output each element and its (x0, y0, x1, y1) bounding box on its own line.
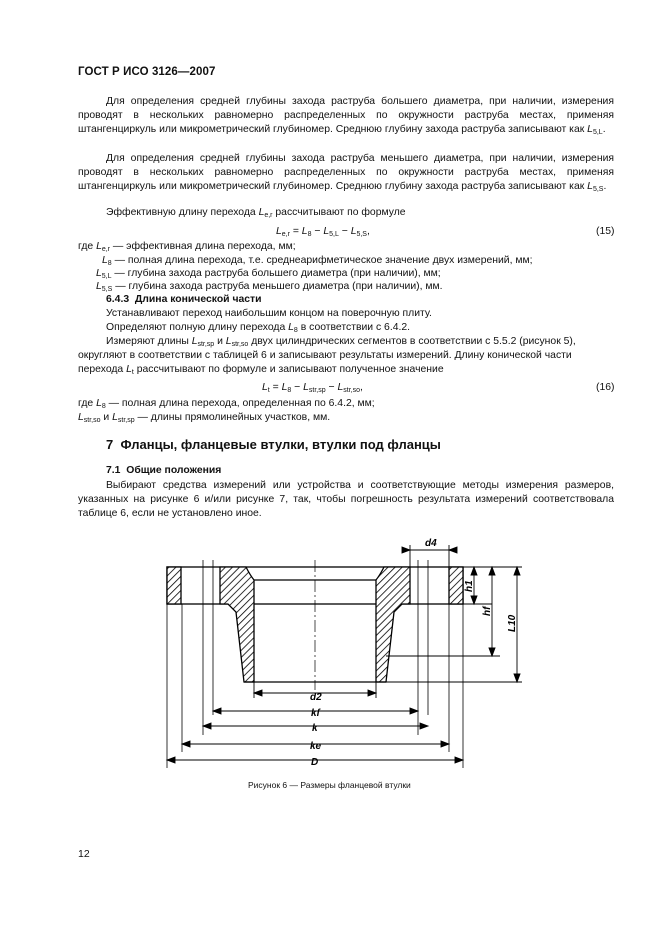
label-h1: h1 (464, 580, 475, 592)
equation-16: $L_t = L_8 - L_{str,sp} - L_{str,so}$, (262, 382, 363, 394)
hub-wall-left (220, 567, 254, 682)
paragraph-full-length: Определяют полную длину перехода $L_8$ в соответствии с 6.4.2. (106, 322, 411, 334)
label-D: D (311, 757, 319, 768)
page-number: 12 (78, 848, 90, 860)
flange-end-right (449, 567, 463, 604)
section-7-1-heading: 7.1 Общие положения (106, 465, 222, 476)
section-7-heading: 7 Фланцы, фланцевые втулки, втулки под фланцы (106, 437, 441, 452)
label-d4: d4 (425, 538, 437, 549)
paragraph-measure-lengths-1: Измеряют длины $L_{str,sp}$ и $L_{str,so}$ двух цилиндрических сегментов в соответствии с 5.5.2 (рисунок 5), (106, 336, 576, 348)
paragraph-measure-lengths-2: округляют в соответствии с таблицей 6 и записывают результаты измерений. Длину конической части (78, 350, 572, 361)
paragraph-socket-large: Для определения средней глубины захода раструба большего диаметра, при наличии, измерения проводят в нескольких равномерно распределенных по окружности раструба местах, применяя штангенциркуль или микрометрический глубиномер. Среднюю глубину захода раструба записывают как $L_{5,L}$. (78, 96, 614, 137)
equation-15-number: (15) (596, 226, 615, 237)
label-k: k (312, 723, 318, 734)
where-row: где $L_{e,r}$ — эффективная длина перехода, мм; (78, 241, 296, 253)
paragraph-measure-lengths-3: перехода $L_t$ рассчитывают по формуле и записывают полученное значение (78, 364, 444, 376)
flange-end-left (167, 567, 181, 604)
section-6-4-3-heading: 6.4.3 Длина конической части (106, 294, 262, 305)
label-d2: d2 (310, 692, 322, 703)
equation-15: $L_{e,r} = L_8 - L_{5,L} - L_{5,S}$, (276, 226, 370, 238)
where-row: $L_{str,so}$ и $L_{str,sp}$ — длины прямолинейных участков, мм. (78, 412, 331, 424)
hub-wall-right (376, 567, 410, 682)
label-L10: L10 (507, 614, 518, 632)
paragraph-effective-length: Эффективную длину перехода $L_{e,r}$ рассчитывают по формуле (106, 207, 406, 219)
where-row: $L_{5,L}$ — глубина захода раструба большего диаметра (при наличии), мм; (96, 268, 441, 280)
equation-16-number: (16) (596, 382, 615, 393)
paragraph-socket-small: Для определения средней глубины захода раструба меньшего диаметра, при наличии, измерения проводят в нескольких равномерно распределенных по окружности раструба местах, применяя штангенциркуль или микрометрический глубиномер. Среднюю глубину захода раструба записывают как $L_{5,S}$. (78, 153, 614, 194)
page-header: ГОСТ Р ИСО 3126—2007 (78, 66, 216, 78)
label-kf: kf (311, 708, 320, 719)
where-row: где $L_8$ — полная длина перехода, определенная по 6.4.2, мм; (78, 398, 375, 410)
paragraph-general: Выбирают средства измерений или устройства и соответствующие методы измерения размеров, указанных на рисунке 6 и/или рисунке 7, так, чтобы погрешность результата измерений соответствовала таблице 6, если не установлено иное. (78, 480, 614, 520)
where-row: $L_{5,S}$ — глубина захода раструба меньшего диаметра (при наличии), мм. (96, 281, 443, 293)
label-hf: hf (482, 606, 493, 616)
figure-caption: Рисунок 6 — Размеры фланцевой втулки (248, 780, 411, 790)
flange-bush-drawing (150, 530, 530, 780)
where-row: $L_8$ — полная длина перехода, т.е. среднеарифметическое значение двух измерений, мм; (102, 255, 533, 267)
label-ke: ke (310, 741, 322, 752)
paragraph-place-transition: Устанавливают переход наибольшим концом на поверочную плиту. (106, 308, 432, 319)
